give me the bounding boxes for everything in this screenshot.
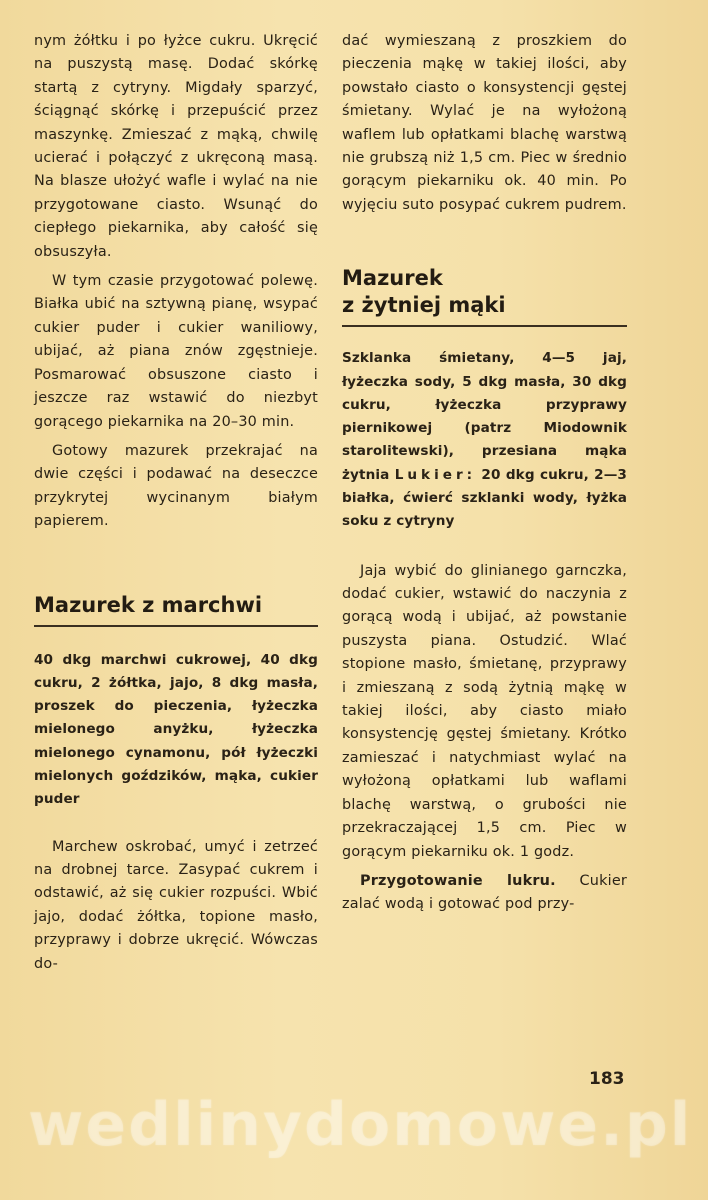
left-paragraph-4: Marchew oskrobać, umyć i zetrzeć na drobnej tarce. Zasypać cukrem i odstawić, aż się cukier rozpuści. Wbić jajo, dodać żółtka, topione masło, przyprawy i dobrze ukręcić. Wówczas do-: [34, 838, 318, 972]
spacer: [342, 534, 627, 560]
watermark: wedlinydomowe.pl: [28, 1090, 693, 1160]
ingredients-list-marchew: 40 dkg marchwi cukrowej, 40 dkg cukru, 2 żółtka, jajo, 8 dkg masła, proszek do pieczenia, łyżeczka mielonego anyżku, łyżeczka mielonego cynamonu, pół łyżeczki mielonych goździków, mąka, cukier puder: [34, 651, 318, 808]
spacer: [34, 627, 318, 649]
left-paragraph-3: Gotowy mazurek przekrajać na dwie części i podawać na deseczce przykrytej wycinanym białym papierem.: [34, 442, 318, 530]
recipe-heading-mazurek-z-zytniej-maki: [342, 265, 627, 319]
spacer: [34, 534, 318, 592]
right-paragraph-2: Jaja wybić do glinianego garnczka, dodać cukier, wstawić do naczynia z gorącą wodą i ubijać, aż powstanie puszysta piana. Ostudzić. Wlać stopione masło, śmietanę, przyprawy i zmieszaną z sodą żytnią mąkę w takiej ilości, aby ciasto miało konsystencję gęstej śmietany. Krótko zamieszać i natychmiast wylać na wyłożoną opłatkami lub waflami blachę warstwą, o grubości nie przekraczającej 1,5 cm. Piec w gorącym piekarniku ok. 1 godz.: [342, 562, 627, 860]
lukier-label: Lukier:: [394, 466, 477, 483]
spacer: [34, 812, 318, 836]
right-paragraph-1: dać wymieszaną z proszkiem do pieczenia mąkę w takiej ilości, aby powstało ciasto o konsystencji gęstej śmietany. Wylać je na wyłożoną waflem lub opłatkami blachę warstwą nie grubszą niż 1,5 cm. Piec w średnio gorącym piekarniku ok. 40 min. Po wyjęciu suto posypać cukrem pudrem.: [342, 33, 627, 213]
heading-line-2: z żytniej mąki: [342, 293, 506, 318]
lukier-subheading: Przygotowanie lukru.: [360, 872, 556, 889]
right-paragraph-3: [342, 870, 627, 917]
left-paragraph-1: nym żółtku i po łyżce cukru. Ukręcić na puszystą masę. Dodać skórkę startą z cytryny. Migdały sparzyć, ściągnąć skórkę i przepuścić przez maszynkę. Zmieszać z mąką, chwilę ucierać i połączyć z ukręconą masą. Na blasze ułożyć wafle i wylać na nie przygotowane ciasto. Wsunąć do ciepłego piekarnika, aby całość się obsuszyła.: [34, 33, 318, 260]
heading-line-1: Mazurek: [342, 266, 443, 291]
right-column: [342, 30, 627, 917]
recipe-heading-mazurek-z-marchwi: Mazurek z marchwi: [34, 592, 263, 617]
page-number: 183: [589, 1069, 625, 1089]
spacer: [342, 327, 627, 347]
left-column: [34, 30, 318, 976]
ingredients-text: Szklanka śmietany, 4—5 jaj, łyżeczka sody, 5 dkg masła, 30 dkg cukru, łyżeczka przyprawy piernikowej (patrz Miodownik starolitewski), przesiana mąka żytnia: [342, 350, 627, 483]
ingredients-list-zytnia: [342, 347, 627, 533]
left-paragraph-2: W tym czasie przygotować polewę. Białka ubić na sztywną pianę, wsypać cukier puder i cukier waniliowy, ubijać, aż piana znów zgęstnieje. Posmarować obsuszone ciasto i jeszcze raz wstawić do niezbyt gorącego piekarnika na 20–30 min.: [34, 273, 318, 430]
lukier-ingredients: 20 dkg cukru, 2—3 białka, ćwierć szklanki wody, łyżka soku z cytryny: [342, 466, 627, 530]
spacer: [342, 217, 627, 265]
lukier-text: Cukier zalać wodą i gotować pod przy-: [342, 872, 627, 913]
